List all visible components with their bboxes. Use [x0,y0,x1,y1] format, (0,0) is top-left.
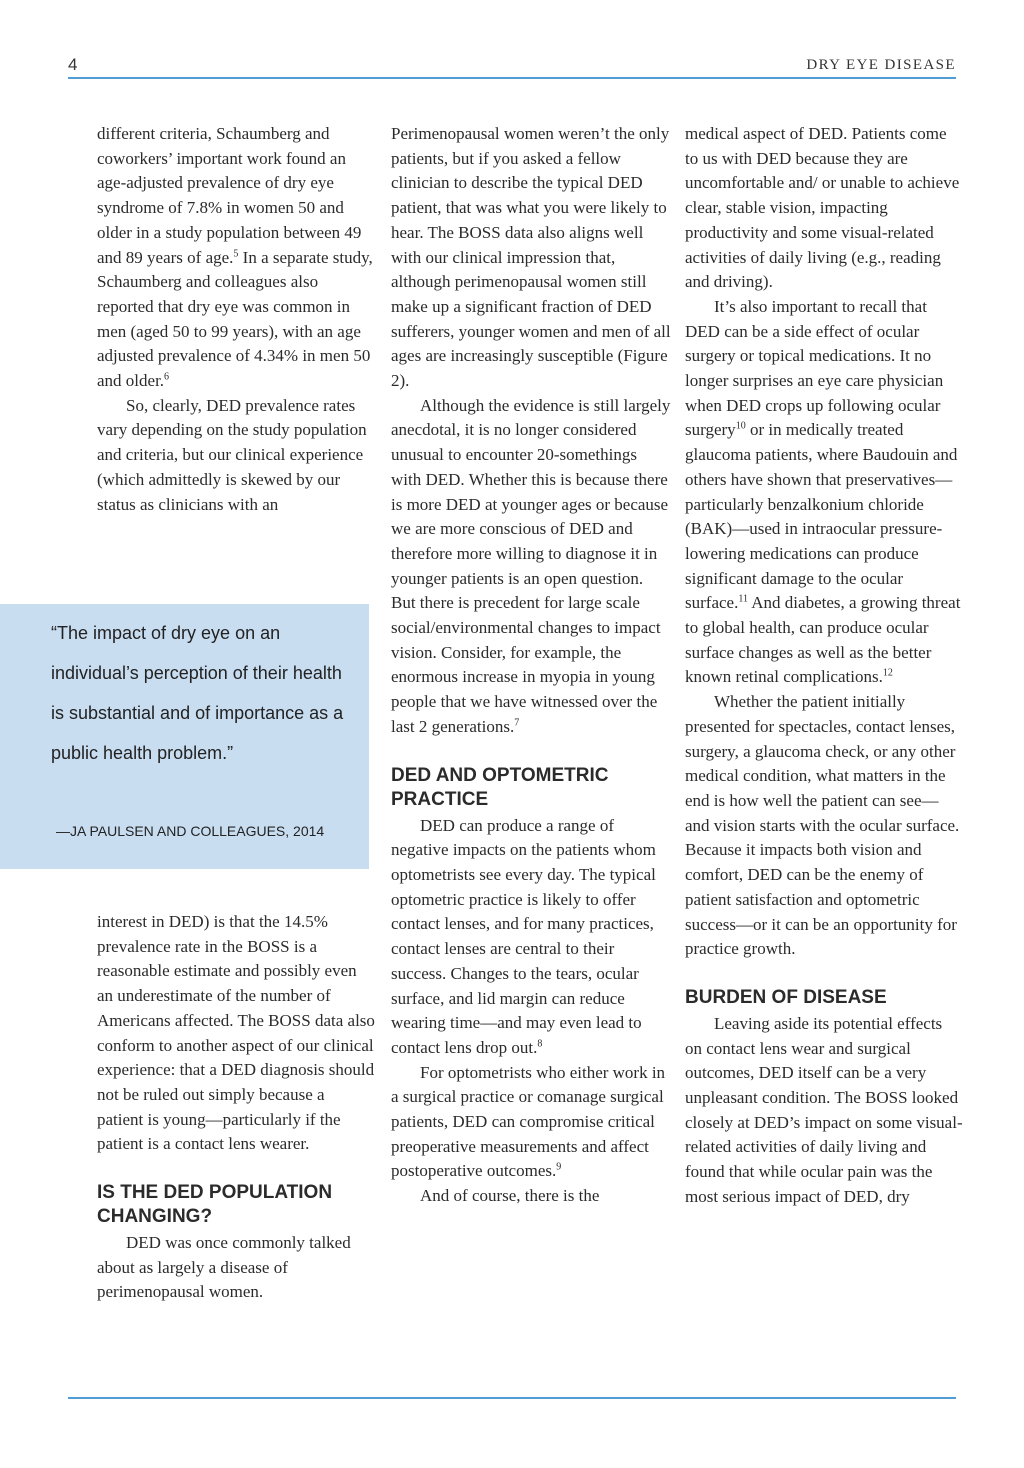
footer-rule [68,1397,956,1399]
paragraph: different criteria, Schaumberg and coworkers’ important work found an age-adjusted prevalence of dry eye syndrome of 7.8% in women 50 and older in a study population between 49 and 89 years of age.$^5$ In a separate study, Schaumberg and colleagues also reported that dry eye was common in men (aged 50 to 99 years), with an age adjusted prevalence of 4.34% in men 50 and older.$^6$ [97,124,373,391]
paragraph: And of course, there is the [420,1186,600,1206]
pullquote-attribution: —JA PAULSEN AND COLLEAGUES, 2014 [56,823,325,839]
paragraph: Perimenopausal women weren’t the only patients, but if you asked a fellow clinician to describe the typical DED patient, that was what you were likely to hear. The BOSS data also aligns well with our clinical impression that, although perimenopausal women still make up a significant fraction of DED sufferers, younger women and men of all ages are increasingly susceptible (Figure 2). [391,124,671,391]
page-number: 4 [68,55,78,74]
section-heading: BURDEN OF DISEASE [685,986,887,1008]
paragraph: For optometrists who either work in a surgical practice or comanage surgical patients, DED can compromise critical preoperative measurements and affect postoperative outcomes.$^9$ [391,1062,666,1181]
header-rule [68,77,956,79]
running-title: DRY EYE DISEASE [806,57,956,73]
paragraph: interest in DED) is that the 14.5% prevalence rate in the BOSS is a reasonable estimate and possibly even an underestimate of the number of Americans affected. The BOSS data also conform to another aspect of our clinical experience: that a DED diagnosis should not be ruled out simply because a patient is young—particularly if the patient is a contact lens wearer. [97,912,375,1154]
paragraph: So, clearly, DED prevalence rates vary depending on the study population and criteria, but our clinical experience (which admittedly is skewed by our status as clinicians with an [97,395,367,514]
column-1-top [97,122,375,517]
section-heading: DED AND OPTOMETRIC PRACTICE [391,764,609,810]
paragraph: Leaving aside its potential effects on contact lens wear and surgical outcomes, DED itself can be a very unpleasant condition. The BOSS looked closely at DED’s impact on some visual-related activities of daily living and found that while ocular pain was the most serious impact of DED, dry [685,1013,963,1206]
paragraph: Whether the patient initially presented for spectacles, contact lenses, surgery, a glaucoma check, or any other medical condition, what matters in the end is how well the patient can see—and vision starts with the ocular surface. Because it impacts both vision and comfort, DED can be the enemy of patient satisfaction and optometric success—or it can be an opportunity for practice growth. [685,692,960,959]
section-heading: IS THE DED POPULATION CHANGING? [97,1182,333,1228]
paragraph: DED was once commonly talked about as largely a disease of perimenopausal women. [97,1233,351,1302]
column-3 [685,122,963,1210]
column-2 [391,122,671,1209]
paragraph: medical aspect of DED. Patients come to us with DED because they are uncomfortable and/ or unable to achieve clear, stable vision, impacting productivity and some visual-related activities of daily living (e.g., reading and driving). [685,124,960,292]
paragraph: It’s also important to recall that DED can be a side effect of ocular surgery or topical medications. It no longer surprises an eye care physician when DED crops up following ocular surgery$^{10}$ or in medically treated glaucoma patients, where Baudouin and others have shown that preservatives—particularly benzalkonium chloride (BAK)—used in intraocular pressure-lowering medications can produce significant damage to the ocular surface.$^{11}$ And diabetes, a growing threat to global health, can produce ocular surface changes as well as the better known retinal complications.$^{12}$ [685,296,961,687]
paragraph: DED can produce a range of negative impacts on the patients whom optometrists see every day. The typical optometric practice is likely to offer contact lenses, and for many practices, contact lenses are central to their success. Changes to the tears, ocular surface, and lid margin can reduce wearing time—and may even lead to contact lens drop out.$^8$ [391,815,656,1057]
paragraph: Although the evidence is still largely anecdotal, it is no longer considered unusual to encounter 20-somethings with DED. Whether this is because there is more DED at younger ages or because we are more conscious of DED and therefore more willing to diagnose it in younger patients is an open question. But there is precedent for large scale social/environmental changes to impact vision. Consider, for example, the enormous increase in myopia in young people that we have witnessed over the last 2 generations.$^7$ [391,395,671,736]
pullquote-text: “The impact of dry eye on an individual’s perception of their health is substantial and of importance as a public health problem.” [51,623,344,763]
column-1-bottom [97,910,375,1305]
